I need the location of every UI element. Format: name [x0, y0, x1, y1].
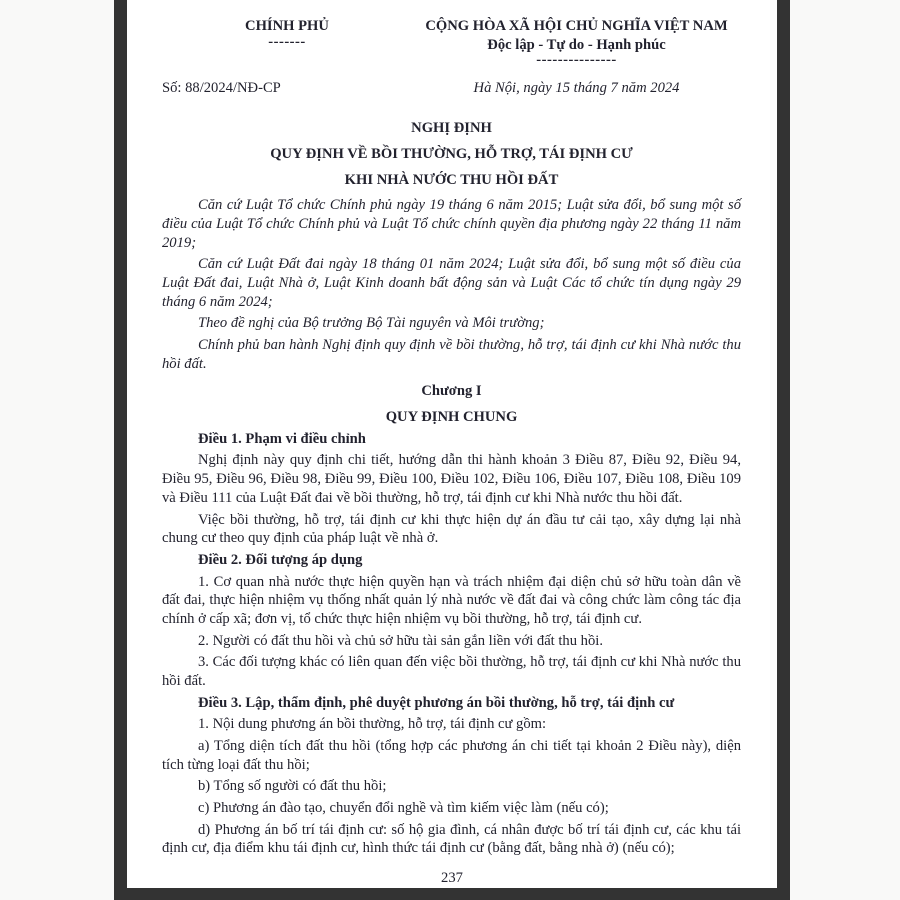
header-top-row [162, 17, 741, 67]
issuing-agency: CHÍNH PHỦ [245, 18, 329, 34]
national-title: CỘNG HÒA XÃ HỘI CHỦ NGHĨA VIỆT NAM [425, 18, 728, 34]
article-paragraph: 3. Các đối tượng khác có liên quan đến việc bồi thường, hỗ trợ, tái định cư khi Nhà nước thu hồi đất. [162, 654, 741, 689]
page-number: 237 [441, 870, 463, 887]
preamble-paragraph: Căn cứ Luật Tổ chức Chính phủ ngày 19 tháng 6 năm 2015; Luật sửa đổi, bổ sung một số điều của Luật Tổ chức Chính phủ và Luật Tổ chức chính quyền địa phương ngày 22 tháng 11 năm 2019; [162, 197, 741, 251]
motto-divider: --------------- [536, 52, 617, 69]
article-3-heading: Điều 3. Lập, thẩm định, phê duyệt phương án bồi thường, hỗ trợ, tái định cư [198, 694, 675, 711]
issuing-agency-block [162, 17, 412, 67]
preamble-paragraph: Chính phủ ban hành Nghị định quy định về bồi thường, hỗ trợ, tái định cư khi Nhà nước thu hồi đất. [162, 337, 741, 372]
document-subject-line1: QUY ĐỊNH VỀ BỒI THƯỜNG, HỖ TRỢ, TÁI ĐỊNH CƯ [270, 146, 633, 163]
article-paragraph: b) Tổng số người có đất thu hồi; [198, 778, 387, 795]
preamble-paragraph: Theo đề nghị của Bộ trưởng Bộ Tài nguyên và Môi trường; [198, 315, 545, 332]
article-paragraph: 1. Cơ quan nhà nước thực hiện quyền hạn và trách nhiệm đại diện chủ sở hữu toàn dân về đất đai, thực hiện nhiệm vụ thống nhất quản lý nhà nước về đất đai và công chức làm công tác địa chính ở cấp xã; đơn vị, tổ chức thực hiện nhiệm vụ bồi thường, hỗ trợ, tái định cư. [162, 573, 741, 627]
article-paragraph: a) Tổng diện tích đất thu hồi (tổng hợp các phương án chi tiết tại khoản 2 Điều này), diện tích từng loại đất thu hồi; [162, 737, 741, 773]
preamble [162, 196, 741, 373]
chapter-title: QUY ĐỊNH CHUNG [385, 409, 518, 426]
place-and-date: Hà Nội, ngày 15 tháng 7 năm 2024 [473, 79, 680, 96]
article-paragraph: d) Phương án bố trí tái định cư: số hộ gia đình, cá nhân được bố trí tái định cư, các khu tái định cư, địa điểm khu tái định cư, hình thức tái định cư (bằng đất, bằng nhà ở) (nếu có); [162, 821, 741, 857]
document-subject-line2: KHI NHÀ NƯỚC THU HỒI ĐẤT [344, 171, 559, 188]
national-motto: Độc lập - Tự do - Hạnh phúc [487, 36, 666, 53]
document-page [114, 0, 790, 900]
document-number: Số: 88/2024/NĐ-CP [162, 79, 281, 96]
article-paragraph: 1. Nội dung phương án bồi thường, hỗ trợ, tái định cư gồm: [198, 716, 547, 733]
article-2 [162, 551, 741, 691]
chapter-number: Chương I [421, 383, 482, 400]
agency-divider: ------- [268, 33, 306, 50]
article-paragraph: Việc bồi thường, hỗ trợ, tái định cư khi thực hiện dự án đầu tư cải tạo, xây dựng lại nhà chung cư theo quy định của pháp luật về nhà ở. [162, 511, 741, 547]
article-paragraph: Nghị định này quy định chi tiết, hướng dẫn thi hành khoản 3 Điều 87, Điều 92, Điều 94, Điều 95, Điều 96, Điều 98, Điều 99, Điều 100, Điều 102, Điều 106, Điều 107, Điều 108, Điều 109 và Điều 111 của Luật Đất đai về bồi thường, hỗ trợ, tái định cư khi Nhà nước thu hồi đất. [162, 452, 741, 506]
article-1 [162, 430, 741, 548]
national-header-block [412, 17, 741, 67]
article-2-heading: Điều 2. Đối tượng áp dụng [198, 551, 363, 568]
chapter-1 [162, 382, 741, 426]
document-header [162, 17, 741, 97]
header-number-row [162, 79, 741, 98]
preamble-paragraph: Căn cứ Luật Đất đai ngày 18 tháng 01 năm 2024; Luật sửa đổi, bổ sung một số điều của Luật Đất đai, Luật Nhà ở, Luật Kinh doanh bất động sản và Luật Các tổ chức tín dụng ngày 29 tháng 6 năm 2024; [162, 256, 741, 310]
article-1-heading: Điều 1. Phạm vi điều chỉnh [198, 430, 366, 447]
article-paragraph: 2. Người có đất thu hồi và chủ sở hữu tài sản gắn liền với đất thu hồi. [198, 632, 603, 649]
title-block [162, 119, 741, 189]
document-type-title: NGHỊ ĐỊNH [411, 120, 492, 137]
article-paragraph: c) Phương án đào tạo, chuyển đổi nghề và tìm kiếm việc làm (nếu có); [198, 799, 609, 816]
article-3 [162, 694, 741, 858]
